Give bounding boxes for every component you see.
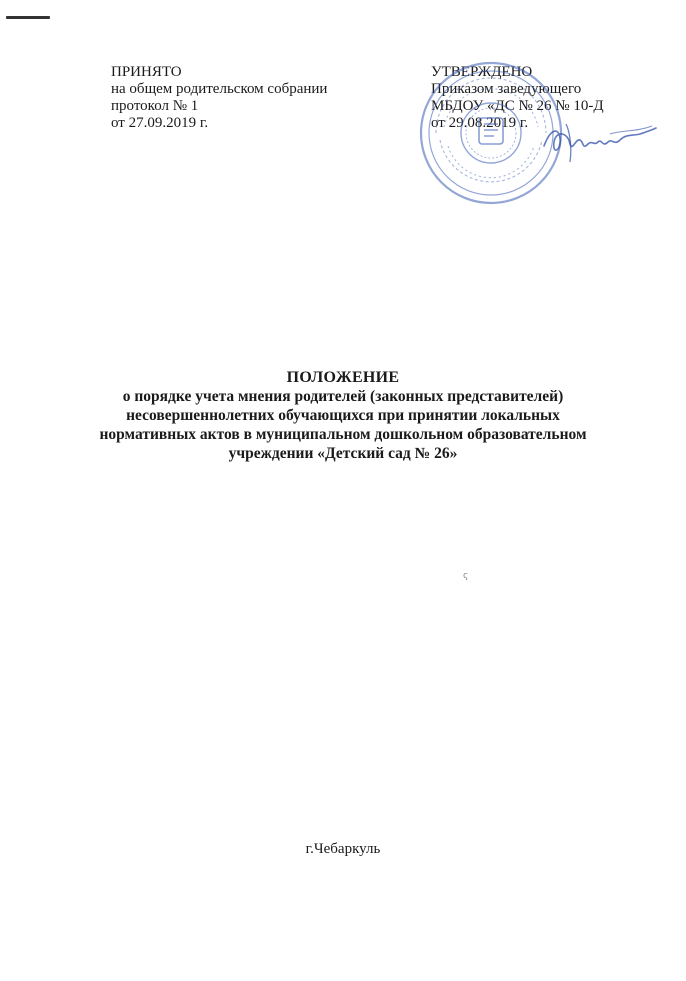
signature-icon (540, 112, 660, 172)
document-subtitle-line-3: нормативных актов в муниципальном дошкольном образовательном (99, 426, 587, 443)
approved-line-institution: МБДОУ «ДС № 26 № 10-Д (431, 98, 604, 114)
accepted-heading: ПРИНЯТО (111, 64, 182, 80)
scan-speck: ς (463, 571, 469, 581)
document-subtitle-line-1: о порядке учета мнения родителей (законных представителей) (122, 388, 564, 405)
document-subtitle-line-4: учреждении «Детский сад № 26» (228, 445, 458, 462)
document-subtitle-line-2: несовершеннолетних обучающихся при принятии локальных (126, 407, 560, 424)
city-name: г.Чебаркуль (305, 841, 381, 857)
approved-line-order: Приказом заведующего (431, 81, 582, 97)
approved-heading: УТВЕРЖДЕНО (431, 64, 533, 80)
document-title-block (60, 368, 626, 463)
scan-artifact (6, 16, 50, 19)
document-title: ПОЛОЖЕНИЕ (286, 369, 400, 386)
accepted-line-date: от 27.09.2019 г. (111, 115, 209, 131)
accepted-block (111, 64, 327, 132)
approved-line-date: от 29.08.2019 г. (431, 115, 529, 131)
accepted-line-protocol: протокол № 1 (111, 98, 199, 114)
accepted-line-meeting: на общем родительском собрании (111, 81, 328, 97)
